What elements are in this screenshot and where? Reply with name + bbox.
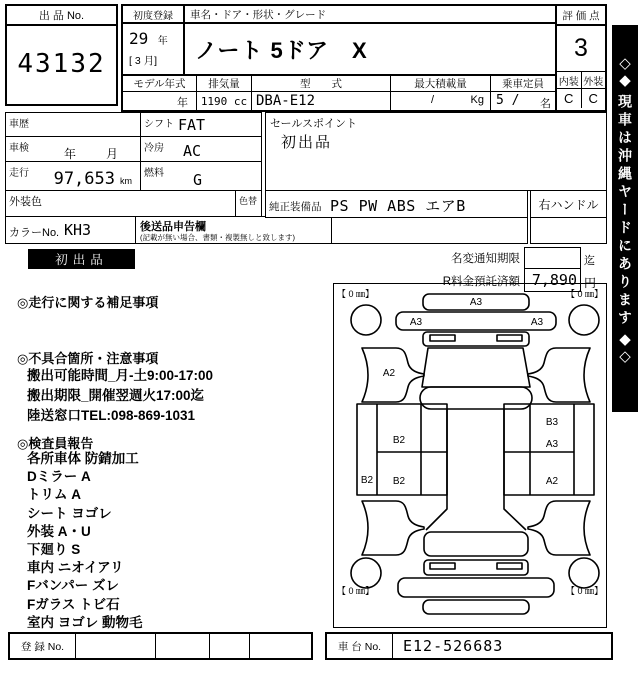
fuel-cell xyxy=(140,161,262,191)
later-items-label: 後送品申告欄 xyxy=(140,221,206,233)
name-change-field xyxy=(524,247,581,269)
wheel-rear-left xyxy=(351,558,381,588)
mileage-value: 97,653 xyxy=(53,169,115,189)
equipment-value: PS PW ABS エアB xyxy=(330,197,466,215)
inspector-line: トリム A xyxy=(27,487,81,503)
first-registration-label: 初度登録 xyxy=(123,6,183,24)
lot-number-value: 43132 xyxy=(17,49,106,79)
interior-grade: C xyxy=(557,89,582,108)
color-change-cell xyxy=(235,190,262,217)
deposit-unit: 円 xyxy=(584,276,597,290)
wheel-front-right xyxy=(569,305,599,335)
inspector-line: 下廻り S xyxy=(27,542,81,558)
model-year-value: 年 xyxy=(177,97,188,109)
model-year-label: モデル年式 xyxy=(123,76,196,92)
displacement-label: 排気量 xyxy=(197,76,251,92)
defects-header: ◎不具合箇所・注意事項 xyxy=(17,351,159,366)
shift-cell xyxy=(140,112,262,137)
car-name-box xyxy=(183,4,557,76)
roof-right-edge xyxy=(504,409,526,530)
history-label: 車歴 xyxy=(9,119,29,130)
rear-lower-bar xyxy=(423,600,529,614)
fuel-value: G xyxy=(193,171,203,189)
front-light-right xyxy=(497,335,522,341)
inspector-line: シート ヨゴレ xyxy=(27,505,112,521)
history-cell xyxy=(5,112,141,137)
inspector-line: 各所車体 防錆加工 xyxy=(27,451,139,466)
car-name-label: 車名・ドア・形状・グレード xyxy=(185,6,555,24)
ac-cell xyxy=(140,136,262,162)
first-registration-year: 29 xyxy=(129,29,149,48)
exterior-label: 外装 xyxy=(583,76,604,88)
payload-unit: Kg xyxy=(470,94,484,106)
diamond-filled-icon: ◆ xyxy=(619,72,631,89)
fender-front-right xyxy=(528,348,590,402)
inspector-line: 外装 A・U xyxy=(27,523,91,539)
side-banner xyxy=(612,25,638,412)
spec-col-capacity xyxy=(491,76,555,110)
spec-col-model-code xyxy=(252,76,391,110)
defects-list xyxy=(27,366,213,426)
deposit-label: R料金預託済額 xyxy=(442,276,520,288)
damage-rocker-left: B2 xyxy=(360,475,374,486)
inspector-line: Fガラス トビ石 xyxy=(27,596,120,612)
payload-slash: / xyxy=(431,94,435,106)
rear-bumper-shape xyxy=(398,578,554,597)
inspector-list xyxy=(27,450,143,632)
exterior-color-cell xyxy=(5,190,236,217)
wheel-rear-right xyxy=(569,558,599,588)
inspection-cell xyxy=(5,136,141,162)
damage-door-left-rear: B2 xyxy=(392,476,406,487)
mileage-unit: km xyxy=(120,176,132,186)
later-items-cell xyxy=(135,216,332,244)
shift-value: FAT xyxy=(178,116,206,134)
inspector-line: Fバンパー ズレ xyxy=(27,578,120,594)
roof-left-edge xyxy=(426,409,447,530)
damage-labels xyxy=(361,297,559,487)
registration-no-table xyxy=(8,632,313,660)
registration-no-cell xyxy=(156,634,210,658)
registration-no-label: 登 録 No. xyxy=(10,634,76,658)
diamond-filled-icon: ◆ xyxy=(619,331,631,348)
rear-glass-shape xyxy=(424,532,528,556)
spec-col-model-year xyxy=(123,76,197,110)
inspector-line: 車内 ニオイアリ xyxy=(27,560,124,576)
handle-value: 右ハンドル xyxy=(538,197,599,212)
registration-no-cell xyxy=(76,634,156,658)
side-banner-text: 現車は沖縄ヤードにあります xyxy=(617,94,633,328)
sales-point-box xyxy=(265,112,607,191)
inspector-line: 室内 ヨゴレ 動物毛 xyxy=(27,614,143,630)
defects-line: 搬出期限_開催翌週火17:00迄 xyxy=(27,388,205,403)
first-registration-year-unit: 年 xyxy=(157,36,168,47)
tread-marker-bl: 【 0 ㎜】 xyxy=(337,586,375,596)
defects-line: 陸送窓口TEL:098-869-1031 xyxy=(27,408,196,423)
damage-front-bumper: A3 xyxy=(469,297,483,308)
name-change-suffix: 迄 xyxy=(584,255,595,267)
score-value: 3 xyxy=(557,26,605,72)
shift-label: シフト xyxy=(144,119,174,130)
inspection-month: 月 xyxy=(106,147,119,161)
inspection-year: 年 xyxy=(64,147,77,161)
roof-front-band xyxy=(420,387,532,409)
rear-light-right xyxy=(497,563,522,569)
mileage-label: 走行 xyxy=(9,168,29,179)
defects-line: 搬出可能時間_月-土9:00-17:00 xyxy=(27,368,214,383)
model-code-label: 型 式 xyxy=(252,76,390,92)
later-items-note: (記載が無い場合、書類・複製無しと致します) xyxy=(140,233,295,242)
handle-empty-cell xyxy=(530,217,607,244)
equipment-label: 純正装備品 xyxy=(269,201,322,213)
driving-notes-header: ◎走行に関する補足事項 xyxy=(17,295,159,310)
name-change-label: 名変通知期限 xyxy=(451,253,520,265)
wheel-front-left xyxy=(351,305,381,335)
registration-no-cell xyxy=(210,634,250,658)
damage-hood-right: A3 xyxy=(530,317,544,328)
damage-door-right-rear: A2 xyxy=(545,476,559,487)
windshield-shape xyxy=(422,348,530,387)
model-code-value: DBA-E12 xyxy=(256,93,316,109)
displacement-value: 1190 cc xyxy=(200,95,248,108)
ac-value: AC xyxy=(183,142,202,160)
deposit-value: 7,890 xyxy=(531,271,577,289)
capacity-value: 5 / xyxy=(496,93,520,108)
chassis-no-box xyxy=(325,632,613,660)
diamond-open-icon: ◇ xyxy=(619,55,631,72)
tread-marker-br: 【 0 ㎜】 xyxy=(565,586,603,596)
car-outline xyxy=(351,294,599,614)
sales-point-label: セールスポイント xyxy=(270,118,358,130)
damage-door-left-front: B2 xyxy=(392,435,406,446)
color-no-value: KH3 xyxy=(64,221,92,239)
equipment-empty-cell xyxy=(331,217,528,244)
spec-col-displacement xyxy=(197,76,252,110)
spec-col-payload xyxy=(391,76,491,110)
front-light-left xyxy=(430,335,455,341)
handle-box xyxy=(530,190,607,218)
lot-number-box xyxy=(5,4,118,106)
score-box xyxy=(555,4,607,112)
lot-number-label: 出 品 No. xyxy=(7,6,116,26)
exterior-grade: C xyxy=(588,91,598,106)
diamond-open-icon: ◇ xyxy=(619,348,631,365)
inspector-line: Dミラー A xyxy=(27,469,91,485)
color-no-label: カラーNo. xyxy=(9,227,60,239)
rear-light-left xyxy=(430,563,455,569)
capacity-unit: 名 xyxy=(540,98,551,110)
car-name-value: ノート 5ドア X xyxy=(195,37,368,63)
car-diagram xyxy=(334,284,606,627)
first-registration-box xyxy=(121,4,185,76)
front-cowl-shape xyxy=(423,332,529,346)
fuel-label: 燃料 xyxy=(144,168,164,179)
sales-point-value: 初出品 xyxy=(281,134,333,151)
damage-door-right-front-lower: A3 xyxy=(545,439,559,450)
first-registration-month: [ 3 月] xyxy=(129,55,158,67)
inspector-header: ◎検査員報告 xyxy=(17,436,94,451)
mileage-cell xyxy=(5,161,141,191)
registration-no-cell xyxy=(250,634,311,658)
color-no-cell xyxy=(5,216,136,244)
equipment-row xyxy=(265,190,528,218)
chassis-no-value: E12-526683 xyxy=(403,637,504,655)
score-label: 評 価 点 xyxy=(557,6,605,26)
capacity-label: 乗車定員 xyxy=(491,76,555,92)
fender-rear-left xyxy=(362,501,424,555)
tread-marker-tr: 【 0 ㎜】 xyxy=(565,289,603,299)
color-change-label: 色替 xyxy=(239,196,258,206)
first-listing-badge xyxy=(28,249,135,269)
damage-door-right-front-upper: B3 xyxy=(545,417,559,428)
first-listing-badge-text: 初出品 xyxy=(55,253,108,267)
payload-label: 最大積載量 xyxy=(391,76,490,92)
interior-label: 内装 xyxy=(557,72,582,88)
tread-marker-tl: 【 0 ㎜】 xyxy=(337,289,375,299)
chassis-no-label: 車 台 No. xyxy=(327,634,393,658)
damage-fender-left: A2 xyxy=(382,368,396,379)
exterior-color-label: 外装色 xyxy=(9,196,42,208)
ac-label: 冷房 xyxy=(144,143,164,154)
damage-hood-left: A3 xyxy=(409,317,423,328)
spec-table xyxy=(121,74,557,112)
fender-rear-right xyxy=(528,501,590,555)
inspection-label: 車検 xyxy=(9,143,29,154)
car-diagram-box xyxy=(333,283,607,628)
